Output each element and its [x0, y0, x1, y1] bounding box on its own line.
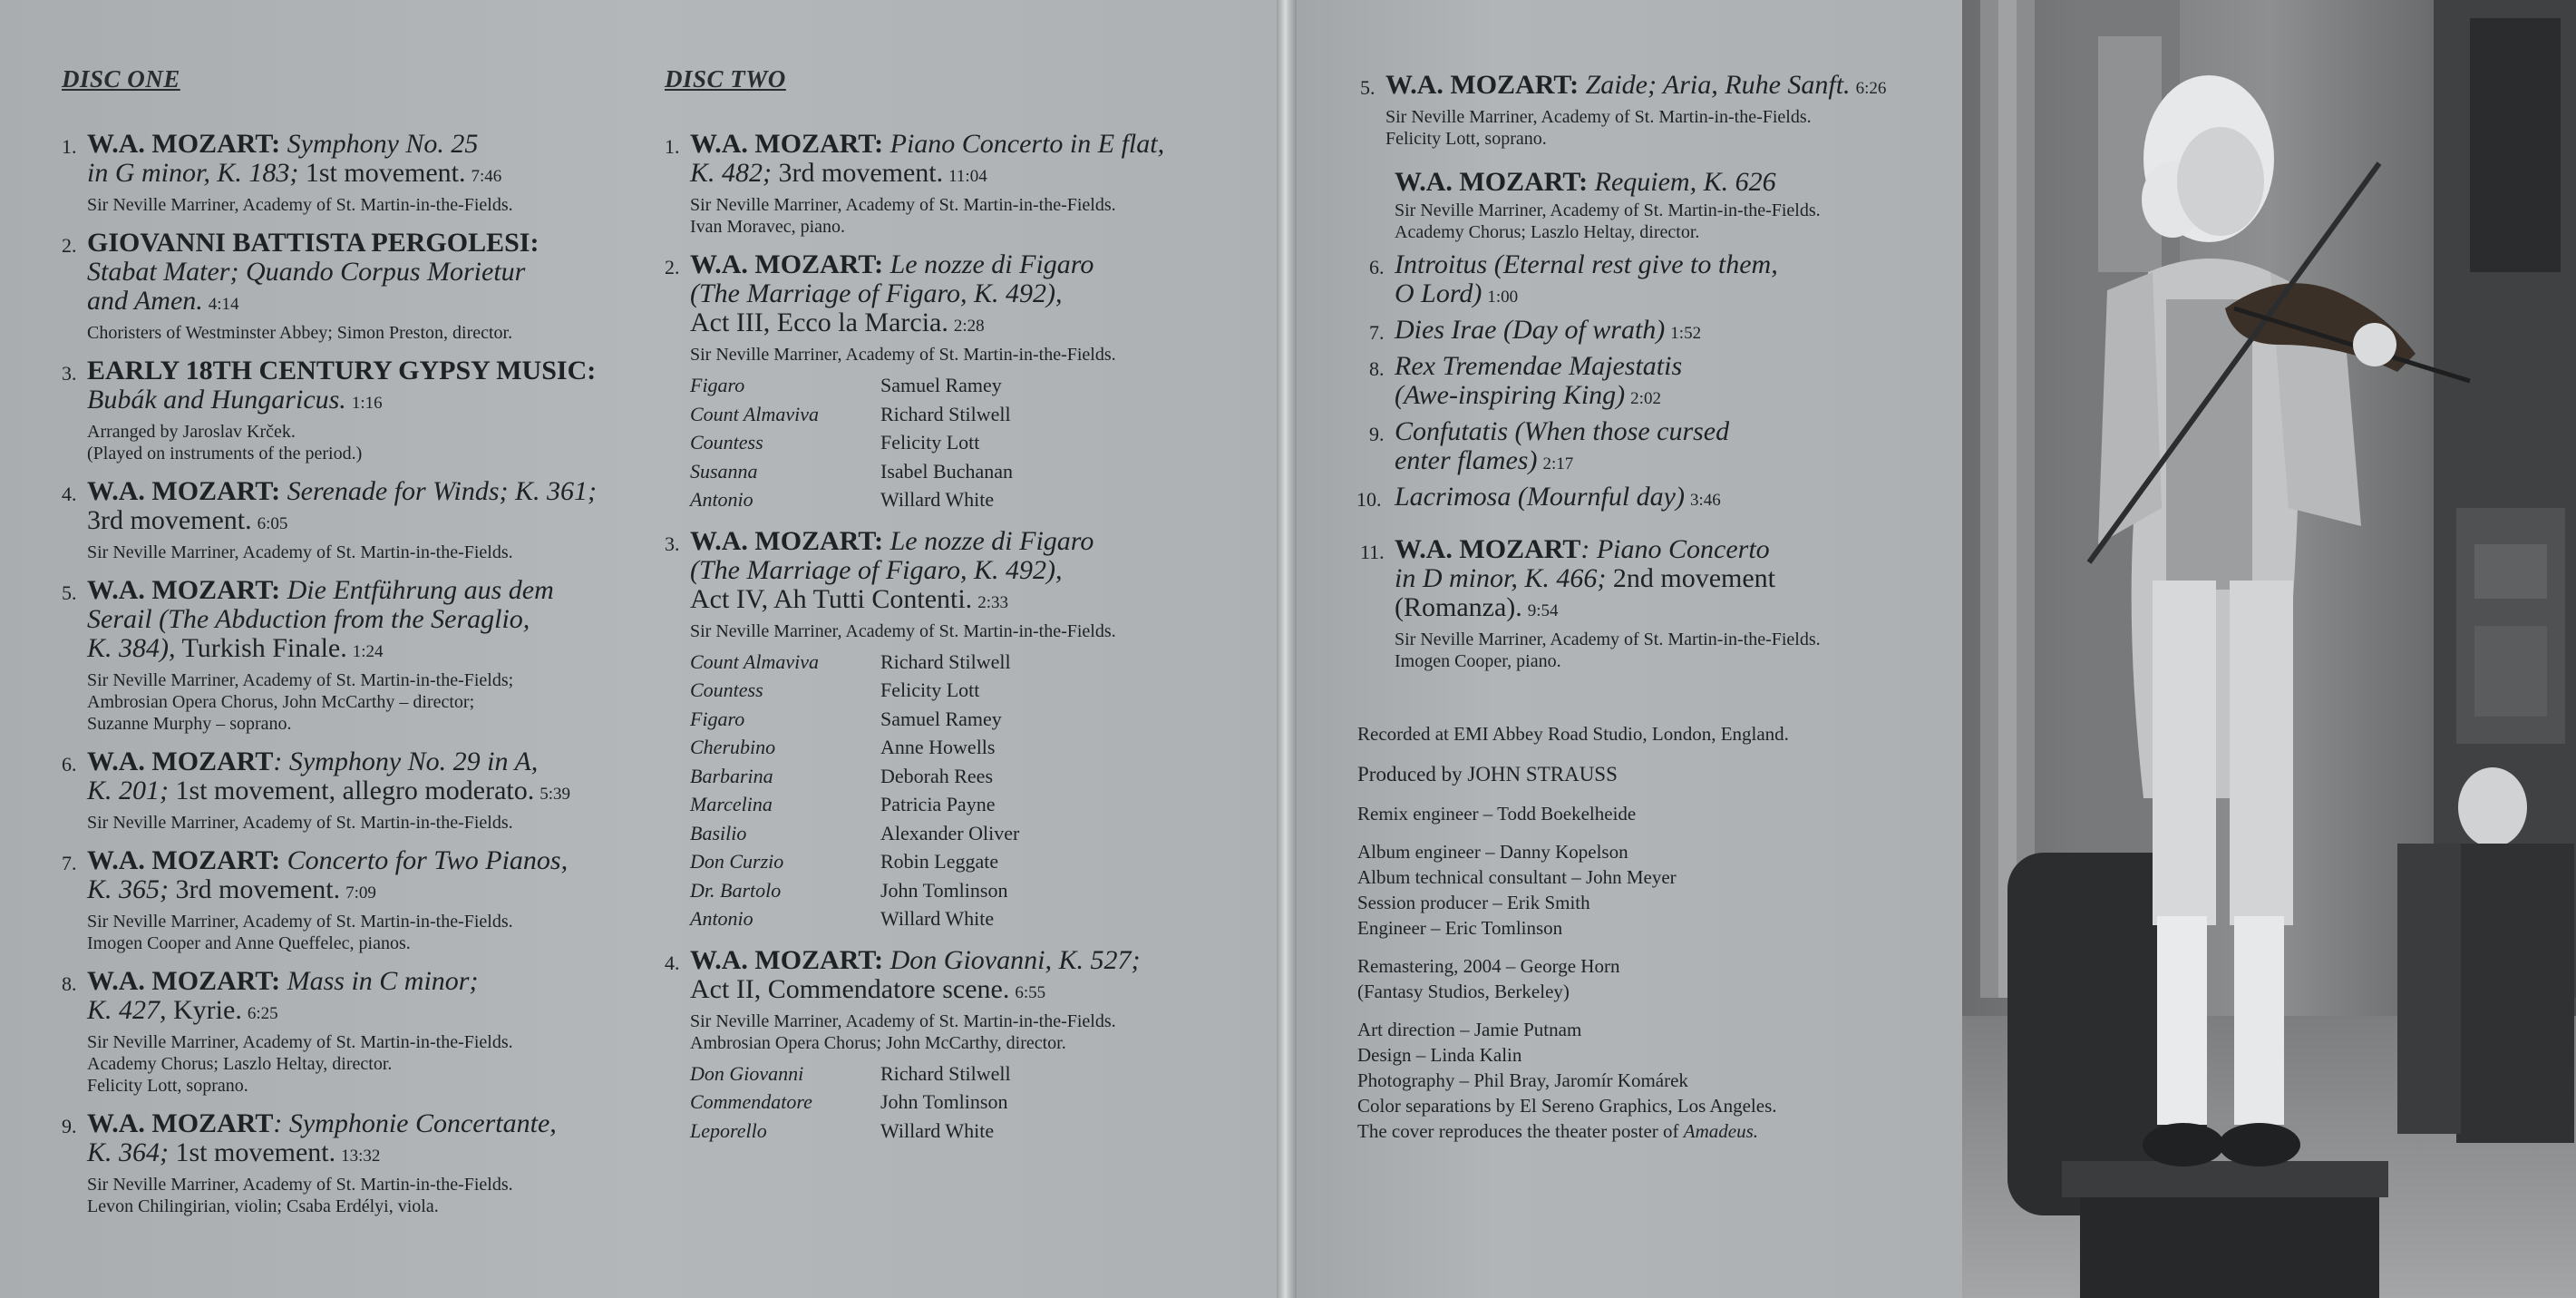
remastering-credit: (Fantasy Studios, Berkeley) — [1357, 981, 1570, 1002]
movement: Kyrie. — [173, 995, 242, 1025]
performer-credit: Felicity Lott, soprano. — [1385, 129, 1547, 149]
cast-row — [690, 400, 1259, 429]
cast-row — [690, 847, 1259, 876]
singer: Patricia Payne — [880, 793, 996, 815]
singer: Anne Howells — [880, 736, 996, 758]
work-title: K. 482; — [690, 158, 772, 188]
role: Don Curzio — [690, 850, 784, 873]
work-title: Piano Concerto in E flat, — [889, 129, 1165, 159]
cast-row — [690, 733, 1259, 762]
cast-row — [690, 876, 1259, 905]
performer-credit: Arranged by Jaroslav Krček. — [87, 422, 296, 442]
track-item — [1369, 250, 1940, 312]
role: Marcelina — [690, 793, 773, 815]
role: Countess — [690, 678, 763, 701]
track-number: 8. — [62, 972, 77, 995]
right-page-column — [1356, 70, 1940, 685]
cast-row — [690, 1059, 1259, 1088]
work-title: : Piano Concerto — [1580, 534, 1770, 564]
track-number: 9. — [62, 1115, 77, 1137]
movement-title: Confutatis (When those cursed — [1395, 416, 1730, 446]
performer-credit: Sir Neville Marriner, Academy of St. Martin-in-the-Fields. — [87, 1032, 513, 1052]
track-number: 2. — [62, 234, 77, 257]
performer-credit: Sir Neville Marriner, Academy of St. Martin-in-the-Fields. — [87, 542, 513, 562]
work-title: Symphony No. 25 — [287, 129, 479, 159]
movement: 1st movement. — [175, 1137, 336, 1167]
movement-title: (Awe-inspiring King) — [1395, 380, 1626, 410]
composer: W.A. MOZART: — [1385, 70, 1580, 100]
cover-note-text: The cover reproduces the theater poster of — [1357, 1120, 1684, 1142]
art-credit: Color separations by El Sereno Graphics, Los Angeles. — [1357, 1095, 1777, 1117]
work-title: (The Marriage of Figaro, K. 492), — [690, 554, 1063, 585]
duration: 13:32 — [341, 1147, 381, 1166]
singer: John Tomlinson — [880, 878, 1008, 902]
cast-row — [690, 762, 1259, 791]
duration: 1:00 — [1487, 288, 1519, 307]
track-item — [62, 846, 633, 954]
movement: Act III, Ecco la Marcia. — [690, 307, 948, 337]
work-title: Stabat Mater; Quando Corpus Morietur — [87, 257, 526, 287]
cast-row — [690, 648, 1259, 677]
duration: 2:17 — [1542, 454, 1574, 473]
movement-title: Dies Irae (Day of wrath) — [1395, 315, 1666, 345]
performer-credit: Imogen Cooper and Anne Queffelec, pianos. — [87, 933, 411, 953]
art-credit: Art direction – Jamie Putnam — [1357, 1019, 1582, 1040]
duration: 9:54 — [1527, 601, 1559, 620]
art-credit: Design – Linda Kalin — [1357, 1044, 1522, 1066]
track-item — [62, 130, 633, 216]
cover-note-title: Amadeus. — [1683, 1120, 1758, 1142]
movement-title: O Lord) — [1395, 278, 1482, 308]
duration: 6:26 — [1855, 79, 1887, 98]
singer: Willard White — [880, 1118, 995, 1142]
art-credit: Photography – Phil Bray, Jaromír Komárek — [1357, 1069, 1688, 1091]
composer: W.A. MOZART: — [1395, 167, 1589, 197]
composer: W.A. MOZART: — [690, 525, 884, 556]
singer: Samuel Ramey — [880, 374, 1002, 396]
performer-credit: Academy Chorus; Laszlo Heltay, director. — [1395, 222, 1700, 242]
role: Basilio — [690, 821, 747, 844]
disc-one-heading: DISC ONE — [62, 65, 180, 93]
cover-note — [1357, 1118, 1938, 1144]
composer: W.A. MOZART: — [690, 944, 884, 975]
singer: Alexander Oliver — [880, 821, 1020, 844]
work-title: and Amen. — [87, 286, 203, 316]
role: Antonio — [690, 488, 753, 511]
movement: Turkish Finale. — [181, 633, 347, 663]
role: Antonio — [690, 907, 753, 930]
work-title: : Symphonie Concertante, — [273, 1108, 557, 1138]
track-number: 4. — [62, 483, 77, 505]
work-title: Don Giovanni, K. 527; — [889, 944, 1141, 975]
duration: 4:14 — [208, 295, 239, 314]
track-item — [1360, 535, 1940, 672]
engineer-credit: Remix engineer – Todd Boekelheide — [1357, 803, 1637, 825]
role: Count Almaviva — [690, 649, 819, 673]
track-number: 10. — [1356, 488, 1382, 511]
duration: 5:39 — [540, 785, 571, 804]
singer: Isabel Buchanan — [880, 459, 1013, 483]
work-title: K. 201; — [87, 776, 169, 805]
duration: 7:09 — [345, 883, 376, 903]
requiem-header — [1360, 168, 1940, 243]
singer: Samuel Ramey — [880, 707, 1002, 730]
work-title: Die Entführung aus dem — [287, 575, 554, 605]
singer: Willard White — [880, 488, 995, 511]
cast-row — [690, 428, 1259, 457]
performer-credit: Ivan Moravec, piano. — [690, 217, 846, 237]
movement: Act II, Commendatore scene. — [690, 973, 1010, 1004]
track-number: 7. — [62, 852, 77, 874]
performer-credit: Sir Neville Marriner, Academy of St. Martin-in-the-Fields. — [87, 195, 513, 215]
track-number: 4. — [665, 951, 680, 974]
disc-two-heading: DISC TWO — [665, 65, 786, 93]
movement: 3rd movement. — [87, 505, 252, 535]
singer: Richard Stilwell — [880, 402, 1011, 425]
singer: Willard White — [880, 907, 995, 930]
cast-list — [690, 1059, 1259, 1146]
performer-credit: Sir Neville Marriner, Academy of St. Martin-in-the-Fields. — [1395, 200, 1821, 220]
movement: 1st movement, allegro moderato. — [175, 776, 535, 805]
cast-row — [690, 485, 1259, 514]
work-title: Serail (The Abduction from the Seraglio, — [87, 604, 530, 634]
singer: Felicity Lott — [880, 431, 980, 454]
movement: 2nd movement — [1612, 563, 1775, 593]
composer: W.A. MOZART: — [87, 575, 281, 605]
track-item — [62, 477, 633, 563]
track-item — [62, 1109, 633, 1217]
track-number: 5. — [1360, 76, 1375, 99]
track-item — [665, 946, 1259, 1146]
work-title: K. 384), — [87, 633, 176, 663]
performer-credit: Suzanne Murphy – soprano. — [87, 714, 292, 734]
movement-title: Lacrimosa (Mournful day) — [1395, 482, 1685, 512]
work-title: Bubák and Hungaricus. — [87, 385, 346, 415]
work-title: Serenade for Winds; K. 361; — [287, 476, 597, 506]
work-title: Le nozze di Figaro — [889, 249, 1094, 279]
track-item — [62, 747, 633, 834]
performer-credit: Academy Chorus; Laszlo Heltay, director. — [87, 1054, 393, 1074]
movement: 3rd movement. — [778, 158, 944, 188]
work-title: Concerto for Two Pianos, — [287, 845, 569, 875]
performer-credit: Felicity Lott, soprano. — [87, 1076, 248, 1096]
remastering-credit: Remastering, 2004 – George Horn — [1357, 955, 1620, 977]
work-title: K. 365; — [87, 874, 169, 904]
performer-credit: Imogen Cooper, piano. — [1395, 651, 1561, 671]
cast-row — [690, 904, 1259, 933]
track-item — [665, 130, 1259, 238]
duration: 7:46 — [471, 167, 502, 186]
track-item — [1360, 71, 1940, 150]
singer: Felicity Lott — [880, 678, 980, 701]
composer: GIOVANNI BATTISTA PERGOLESI: — [87, 228, 540, 258]
cast-list — [690, 648, 1259, 933]
composer: W.A. MOZART: — [87, 129, 281, 159]
composer: W.A. MOZART: — [87, 845, 281, 875]
performer-credit: Sir Neville Marriner, Academy of St. Martin-in-the-Fields. — [690, 1010, 1116, 1031]
performer-credit: Sir Neville Marriner, Academy of St. Martin-in-the-Fields. — [1385, 107, 1812, 127]
engineer-credit: Engineer – Eric Tomlinson — [1357, 917, 1563, 939]
work-title: Requiem, K. 626 — [1594, 167, 1776, 197]
movement: 3rd movement. — [175, 874, 341, 904]
work-title: (The Marriage of Figaro, K. 492), — [690, 278, 1063, 308]
role: Cherubino — [690, 736, 776, 758]
engineer-credit: Session producer – Erik Smith — [1357, 892, 1590, 913]
track-number: 6. — [1369, 256, 1385, 278]
duration: 6:25 — [247, 1004, 278, 1023]
role: Leporello — [690, 1118, 767, 1142]
role: Dr. Bartolo — [690, 878, 782, 902]
role: Count Almaviva — [690, 402, 819, 425]
role: Commendatore — [690, 1090, 812, 1113]
track-number: 3. — [665, 532, 680, 555]
role: Countess — [690, 431, 763, 454]
track-item — [665, 527, 1259, 933]
track-number: 5. — [62, 581, 77, 604]
performer-credit: Ambrosian Opera Chorus; John McCarthy, director. — [690, 1032, 1066, 1053]
singer: Deborah Rees — [880, 764, 994, 787]
singer: Richard Stilwell — [880, 1061, 1011, 1085]
cast-list — [690, 371, 1259, 514]
performer-credit: Sir Neville Marriner, Academy of St. Martin-in-the-Fields. — [87, 813, 513, 833]
movement: (Romanza). — [1395, 592, 1522, 622]
role: Don Giovanni — [690, 1061, 804, 1085]
cast-row — [690, 1088, 1259, 1117]
duration: 2:28 — [953, 317, 985, 336]
track-number: 2. — [665, 256, 680, 278]
composer: W.A. MOZART: — [690, 249, 884, 279]
performer-credit: (Played on instruments of the period.) — [87, 444, 363, 464]
duration: 2:33 — [977, 592, 1008, 612]
composer: W.A. MOZART: — [87, 476, 281, 506]
performer-credit: Choristers of Westminster Abbey; Simon Preston, director. — [87, 323, 513, 343]
composer: W.A. MOZART — [87, 747, 274, 776]
performer-credit: Sir Neville Marriner, Academy of St. Martin-in-the-Fields. — [87, 1175, 513, 1195]
performer-credit: Sir Neville Marriner, Academy of St. Martin-in-the-Fields. — [1395, 629, 1821, 649]
cast-row — [690, 676, 1259, 705]
track-item — [1369, 316, 1940, 348]
track-item — [1369, 352, 1940, 414]
work-title: Le nozze di Figaro — [889, 525, 1094, 556]
work-title: in G minor, K. 183; — [87, 158, 299, 188]
singer: Robin Leggate — [880, 850, 999, 873]
movement-title: Introitus (Eternal rest give to them, — [1395, 249, 1778, 279]
cast-row — [690, 819, 1259, 848]
movement: Act IV, Ah Tutti Contenti. — [690, 583, 973, 614]
work-title: in D minor, K. 466; — [1395, 563, 1607, 593]
producer-credit: Produced by JOHN STRAUSS — [1357, 763, 1618, 786]
performer-credit: Sir Neville Marriner, Academy of St. Martin-in-the-Fields. — [690, 195, 1116, 215]
track-number: 8. — [1369, 357, 1385, 380]
track-item — [62, 576, 633, 735]
track-number: 6. — [62, 753, 77, 776]
track-item — [665, 250, 1259, 514]
composer: W.A. MOZART: — [690, 129, 884, 159]
composer: W.A. MOZART — [87, 1108, 274, 1138]
cast-row — [690, 371, 1259, 400]
engineer-credit: Album engineer – Danny Kopelson — [1357, 841, 1628, 863]
violinist-photo — [1962, 0, 2576, 1298]
composer: W.A. MOZART: — [87, 966, 281, 996]
photo-illustration — [1962, 0, 2576, 1298]
work-title: Mass in C minor; — [287, 966, 479, 996]
cast-row — [690, 1117, 1259, 1146]
singer: Richard Stilwell — [880, 649, 1011, 673]
recorded-note: Recorded at EMI Abbey Road Studio, London, England. — [1357, 723, 1789, 745]
performer-credit: Sir Neville Marriner, Academy of St. Martin-in-the-Fields; — [87, 670, 514, 690]
work-title: Zaide; Aria, Ruhe Sanft. — [1585, 70, 1851, 100]
duration: 2:02 — [1630, 389, 1661, 408]
duration: 6:55 — [1015, 982, 1046, 1002]
role: Susanna — [690, 459, 758, 483]
composer: EARLY 18TH CENTURY GYPSY MUSIC: — [87, 356, 597, 385]
duration: 1:52 — [1670, 324, 1702, 343]
performer-credit: Sir Neville Marriner, Academy of St. Martin-in-the-Fields. — [690, 620, 1116, 641]
track-item — [1369, 417, 1940, 479]
engineer-credit: Album technical consultant – John Meyer — [1357, 866, 1677, 888]
movement-title: enter flames) — [1395, 445, 1538, 475]
duration: 1:24 — [352, 642, 384, 661]
work-title: K. 364; — [87, 1137, 169, 1167]
track-number: 7. — [1369, 321, 1385, 344]
track-number: 1. — [665, 135, 680, 158]
track-item — [1356, 482, 1940, 515]
work-title: : Symphony No. 29 in A, — [273, 747, 539, 776]
singer: John Tomlinson — [880, 1090, 1008, 1113]
duration: 11:04 — [948, 167, 987, 186]
production-credits — [1357, 721, 1938, 1144]
cast-row — [690, 705, 1259, 734]
performer-credit: Ambrosian Opera Chorus, John McCarthy – director; — [87, 692, 475, 712]
performer-credit: Sir Neville Marriner, Academy of St. Martin-in-the-Fields. — [87, 912, 513, 932]
disc-one-column — [62, 65, 633, 1230]
booklet-spine — [1277, 0, 1297, 1298]
role: Figaro — [690, 374, 745, 396]
role: Figaro — [690, 707, 745, 730]
composer: W.A. MOZART — [1395, 534, 1581, 564]
requiem-track-list — [1356, 249, 1940, 515]
duration: 1:16 — [351, 394, 383, 413]
movement: 1st movement. — [305, 158, 466, 188]
cast-row — [690, 457, 1259, 486]
duration: 6:05 — [257, 514, 288, 533]
role: Barbarina — [690, 764, 773, 787]
track-item — [62, 356, 633, 464]
disc-two-column — [665, 65, 1259, 1157]
track-number: 11. — [1360, 541, 1385, 563]
track-item — [62, 229, 633, 344]
track-number: 1. — [62, 135, 77, 158]
cast-row — [690, 790, 1259, 819]
performer-credit: Levon Chilingirian, violin; Csaba Erdélyi, viola. — [87, 1196, 439, 1216]
track-number: 3. — [62, 362, 77, 385]
duration: 3:46 — [1689, 491, 1721, 510]
movement-title: Rex Tremendae Majestatis — [1395, 351, 1683, 381]
track-number: 9. — [1369, 423, 1385, 445]
work-title: K. 427, — [87, 995, 167, 1025]
performer-credit: Sir Neville Marriner, Academy of St. Martin-in-the-Fields. — [690, 345, 1116, 365]
track-item — [62, 967, 633, 1097]
